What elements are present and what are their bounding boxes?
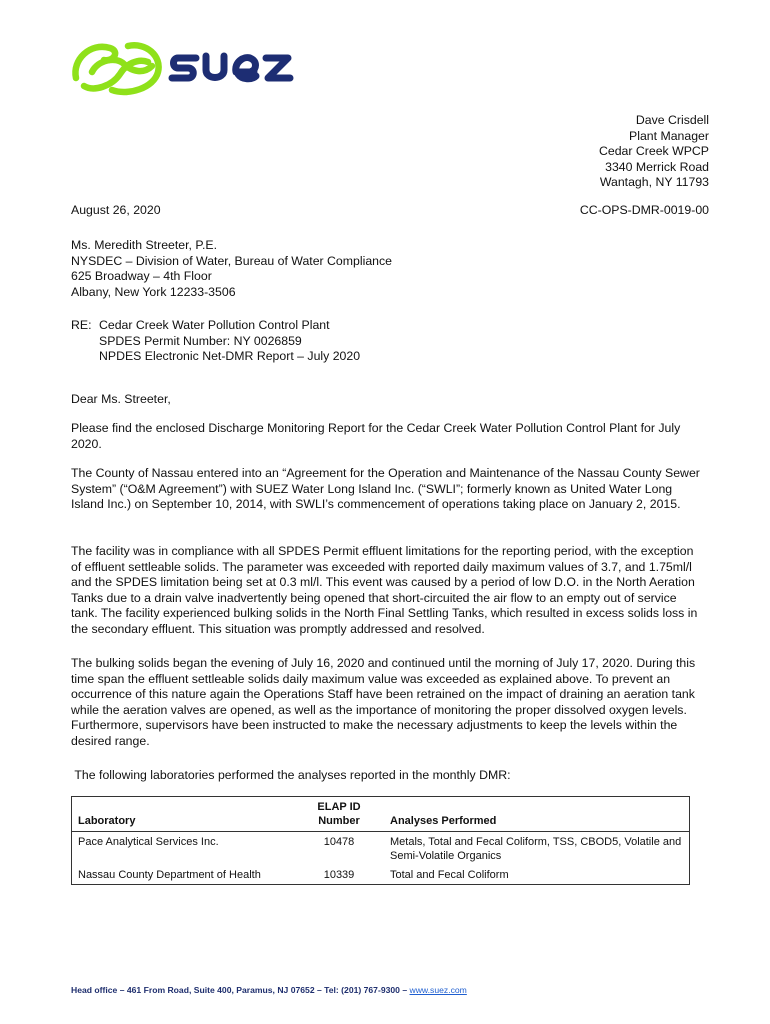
body-paragraph: The County of Nassau entered into an “Agreement for the Operation and Maintenance of the Nassau County Sewer System” (“O&M Agreement”) with SUEZ Water Long Island Inc. (“SWLI”; formerly known as United Water Long Island Inc.) on September 10, 2014, with SWLI’s commencement of operations taking place on January 2, 2015. <box>71 466 700 511</box>
subject-line: SPDES Permit Number: NY 0026859 <box>99 333 302 348</box>
header-elap-id <box>294 797 384 832</box>
suez-logo-mark <box>75 45 158 92</box>
cell-elap-id: 10478 <box>323 836 355 848</box>
sender-name: Dave Crisdell <box>635 113 709 127</box>
cell-laboratory: Pace Analytical Services Inc. <box>72 832 295 866</box>
header-laboratory: Laboratory <box>72 797 295 832</box>
table-row <box>72 832 690 866</box>
recipient-address <box>71 238 392 300</box>
footer <box>71 985 467 995</box>
body-paragraph: The bulking solids began the evening of July 16, 2020 and continued until the morning of July 17, 2020. During this time span the effluent settleable solids daily maximum value was exceeded as explained above. To prevent an occurrence of this nature again the Operations Staff have been retrained on the impact of draining an aeration tank while the aeration valves are opened, as well as the importance of monitoring the proper dissolved oxygen levels. Furthermore, supervisors have been instructed to make the necessary adjustments to keep the levels within the desired range. <box>71 656 696 748</box>
table-header-row <box>72 797 690 832</box>
recipient-street: 625 Broadway – 4th Floor <box>71 269 212 283</box>
sender-title: Plant Manager <box>629 128 709 143</box>
recipient-city: Albany, New York 12233-3506 <box>71 284 236 299</box>
suez-logo <box>68 36 298 98</box>
recipient-name: Ms. Meredith Streeter, P.E. <box>71 238 218 252</box>
cell-analyses: Metals, Total and Fecal Coliform, TSS, CBOD5, Volatile and Semi-Volatile Organics <box>384 832 690 866</box>
header-elap-line2: Number <box>318 815 360 827</box>
body-paragraph: The facility was in compliance with all SPDES Permit effluent limitations for the reporting period, with the exception of effluent settleable solids. The parameter was exceeded with reported daily maximum values of 3.7, and 1.75ml/l and the SPDES limitation being set at 0.3 ml/l. This event was caused by a period of low D.O. in the North Aeration Tanks due to a drain valve inadvertently being opened that short-circuited the air flow to an empty out of service tank. The facility experienced bulking solids in the North Final Settling Tanks, which resulted in excess solids loss in the secondary effluent. This situation was promptly addressed and resolved. <box>71 544 698 636</box>
cell-analyses: Total and Fecal Coliform <box>384 865 690 885</box>
header-elap-line1: ELAP ID <box>317 801 361 813</box>
footer-website-link[interactable]: www.suez.com <box>409 985 467 995</box>
body-paragraph: Please find the enclosed Discharge Monitoring Report for the Cedar Creek Water Pollution Control Plant for July 2020. <box>71 421 681 451</box>
sender-city: Wantagh, NY 11793 <box>599 175 709 189</box>
sender-address <box>599 113 709 191</box>
sender-street: 3340 Merrick Road <box>605 159 709 174</box>
reference-number: CC-OPS-DMR-0019-00 <box>579 203 709 217</box>
salutation: Dear Ms. Streeter, <box>71 392 171 406</box>
subject-line: NPDES Electronic Net-DMR Report – July 2020 <box>99 349 361 363</box>
cell-elap-id: 10339 <box>323 869 355 881</box>
footer-text: Head office – 461 From Road, Suite 400, Paramus, NJ 07652 – Tel: (201) 767-9300 – <box>71 985 410 995</box>
subject-label: RE: <box>71 318 92 332</box>
laboratory-table <box>71 796 690 885</box>
subject-line: Cedar Creek Water Pollution Control Plant <box>99 318 330 332</box>
recipient-org: NYSDEC – Division of Water, Bureau of Water Compliance <box>71 253 392 268</box>
header-analyses: Analyses Performed <box>384 797 690 832</box>
cell-laboratory: Nassau County Department of Health <box>72 865 295 885</box>
subject-block <box>71 318 360 365</box>
body-paragraph: The following laboratories performed the analyses reported in the monthly DMR: <box>71 768 511 782</box>
table-row <box>72 865 690 885</box>
letter-date: August 26, 2020 <box>71 203 161 217</box>
suez-wordmark <box>172 56 290 79</box>
sender-facility: Cedar Creek WPCP <box>598 144 709 158</box>
